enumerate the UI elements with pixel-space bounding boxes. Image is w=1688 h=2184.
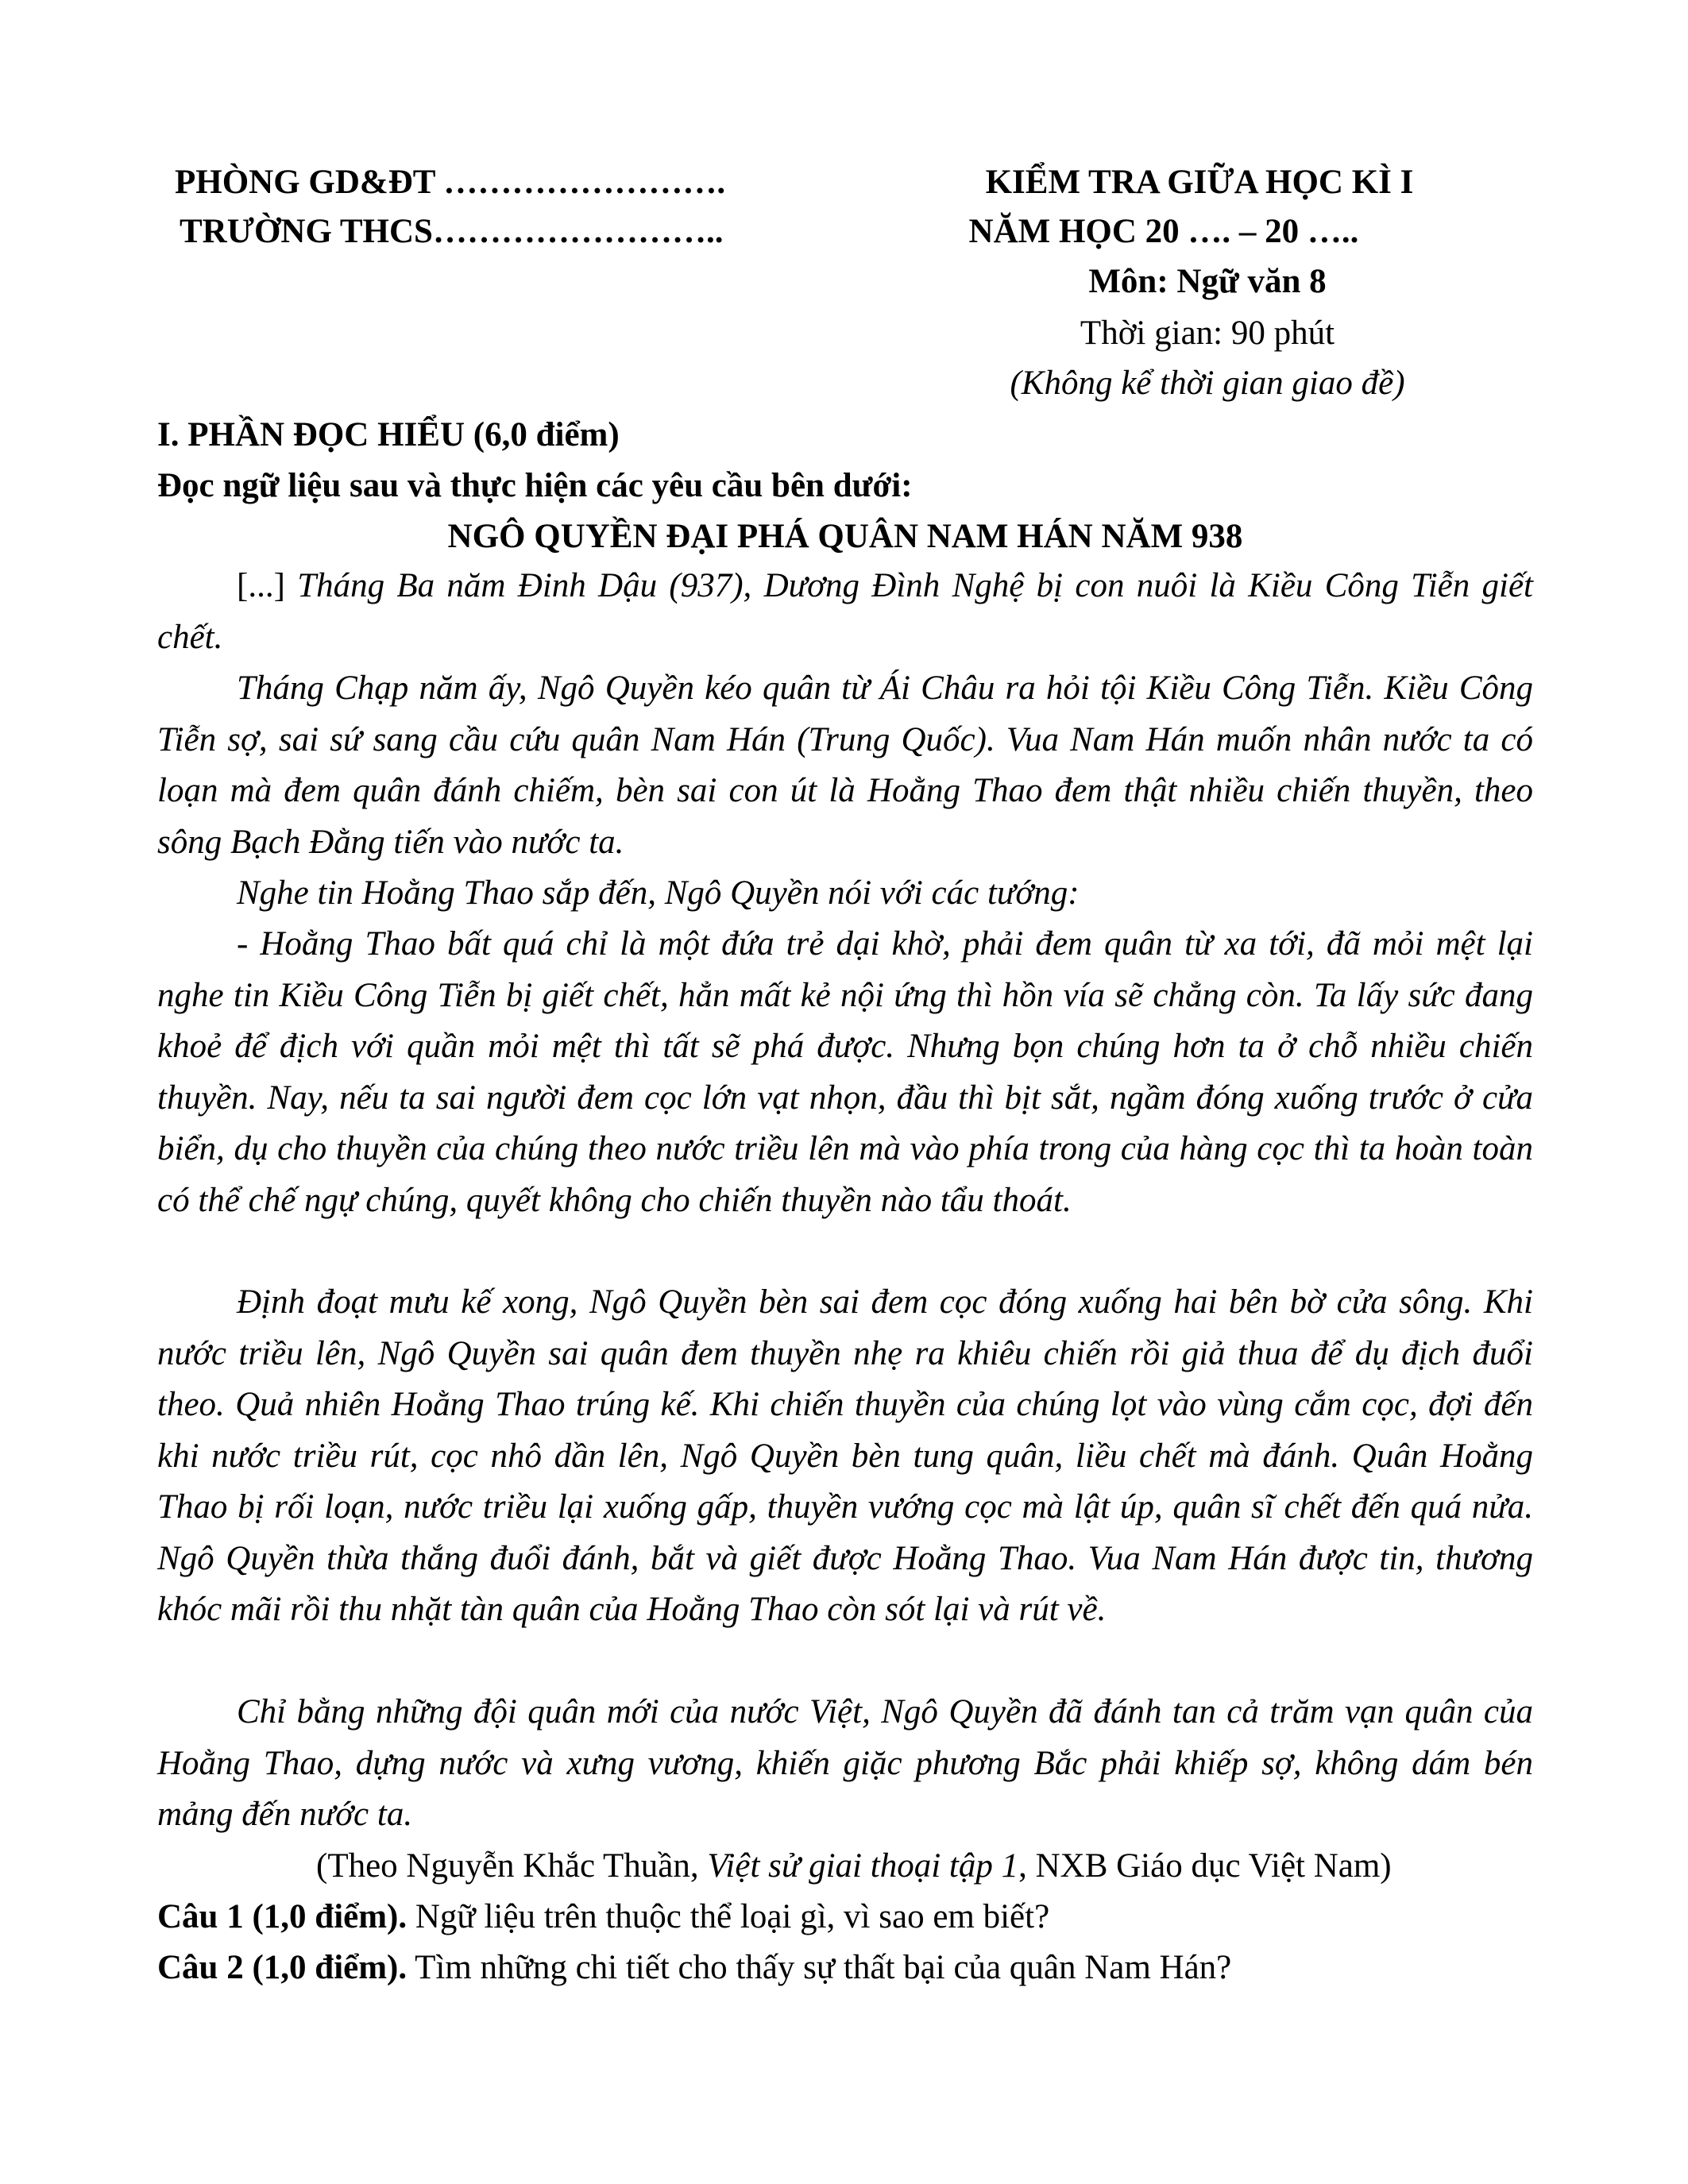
exam-title: KIỂM TRA GIỮA HỌC KÌ I xyxy=(985,164,1414,201)
source-book: Việt sử giai thoại tập 1 xyxy=(707,1847,1019,1885)
paragraph-3 xyxy=(157,868,1533,920)
paragraph-6 xyxy=(157,1687,1533,1841)
question-2 xyxy=(157,1951,1231,1985)
paragraph-1-text: Tháng Ba năm Đinh Dậu (937), Dương Đình Nghệ bị con nuôi là Kiều Công Tiễn giết chết. xyxy=(157,567,1534,656)
school-year: NĂM HỌC 20 …. – 20 ….. xyxy=(968,213,1359,250)
paragraph-4-text: - Hoằng Thao bất quá chỉ là một đứa trẻ dại khờ, phải đem quân từ xa tới, đã mỏi mệt lại nghe tin Kiều Công Tiễn bị giết chết, hẳn mất kẻ nội ứng thì hồn vía sẽ chẳng còn. Ta lấy sức đang khoẻ để địch với quần mỏi mệt thì tất sẽ phá được. Nhưng bọn chúng hơn ta ở chỗ nhiều chiến thuyền. Nay, nếu ta sai người đem cọc lớn vạt nhọn, đầu thì bịt sắt, ngầm đóng xuống trước ở cửa biển, dụ cho thuyền của chúng theo nước triều lên mà vào phía trong của hàng cọc thì ta hoàn toàn có thể chế ngự chúng, quyết không cho chiến thuyền nào tẩu thoát. xyxy=(157,925,1533,1219)
source-citation xyxy=(316,1849,1392,1883)
exam-note: (Không kể thời gian giao đề) xyxy=(1010,365,1405,402)
paragraph-2-text: Tháng Chạp năm ấy, Ngô Quyền kéo quân từ Ái Châu ra hỏi tội Kiều Công Tiễn. Kiều Công Tiễn sợ, sai sứ sang cầu cứu quân Nam Hán (Trung Quốc). Vua Nam Hán muốn nhân nước ta có loạn mà đem quân đánh chiếm, bèn sai con út là Hoằng Thao đem thật nhiều chiến thuyền, theo sông Bạch Đằng tiến vào nước ta. xyxy=(157,669,1533,861)
paragraph-5 xyxy=(157,1277,1533,1636)
paragraph-2 xyxy=(157,663,1533,868)
subject: Môn: Ngữ văn 8 xyxy=(1088,263,1327,300)
instruction: Đọc ngữ liệu sau và thực hiện các yêu cầu bên dưới: xyxy=(157,467,913,504)
question-1-text: Ngữ liệu trên thuộc thể loại gì, vì sao em biết? xyxy=(407,1898,1050,1935)
question-1 xyxy=(157,1900,1049,1934)
ellipsis-mark: [...] xyxy=(237,567,285,604)
source-prefix: (Theo Nguyễn Khắc Thuần, xyxy=(316,1847,708,1885)
paragraph-5-text: Định đoạt mưu kế xong, Ngô Quyền bèn sai đem cọc đóng xuống hai bên bờ cửa sông. Khi nước triều lên, Ngô Quyền sai quân đem thuyền nhẹ ra khiêu chiến rồi giả thua để dụ địch đuổi theo. Quả nhiên Hoằng Thao trúng kế. Khi chiến thuyền của chúng lọt vào vùng cắm cọc, đợi đến khi nước triều rút, cọc nhô dần lên, Ngô Quyền bèn tung quân, liều chết mà đánh. Quân Hoằng Thao bị rối loạn, nước triều lại xuống gấp, thuyền vướng cọc mà lật úp, quân sĩ chết đến quá nửa. Ngô Quyền thừa thắng đuổi đánh, bắt và giết được Hoằng Thao. Vua Nam Hán được tin, thương khóc mãi rồi thu nhặt tàn quân của Hoằng Thao còn sót lại và rút về. xyxy=(157,1283,1533,1628)
source-suffix: , NXB Giáo dục Việt Nam) xyxy=(1018,1847,1392,1885)
department-line: PHÒNG GD&ĐT ……………………. xyxy=(175,164,726,201)
question-2-label: Câu 2 (1,0 điểm). xyxy=(157,1949,408,1986)
paragraph-4 xyxy=(157,919,1533,1226)
passage-title: NGÔ QUYỀN ĐẠI PHÁ QUÂN NAM HÁN NĂM 938 xyxy=(447,518,1243,555)
section-title: I. PHẦN ĐỌC HIỂU (6,0 điểm) xyxy=(157,416,620,453)
exam-time: Thời gian: 90 phút xyxy=(1080,314,1335,352)
paragraph-1 xyxy=(157,561,1533,663)
question-2-text: Tìm những chi tiết cho thấy sự thất bại của quân Nam Hán? xyxy=(407,1949,1232,1986)
question-1-label: Câu 1 (1,0 điểm). xyxy=(157,1898,408,1935)
paragraph-6-text: Chỉ bằng những đội quân mới của nước Việt, Ngô Quyền đã đánh tan cả trăm vạn quân của Hoằng Thao, dựng nước và xưng vương, khiến giặc phương Bắc phải khiếp sợ, không dám bén mảng đến nước ta. xyxy=(157,1693,1533,1833)
school-line: TRƯỜNG THCS…………………….. xyxy=(180,213,724,250)
paragraph-3-text: Nghe tin Hoằng Thao sắp đến, Ngô Quyền nói với các tướng: xyxy=(237,874,1080,912)
